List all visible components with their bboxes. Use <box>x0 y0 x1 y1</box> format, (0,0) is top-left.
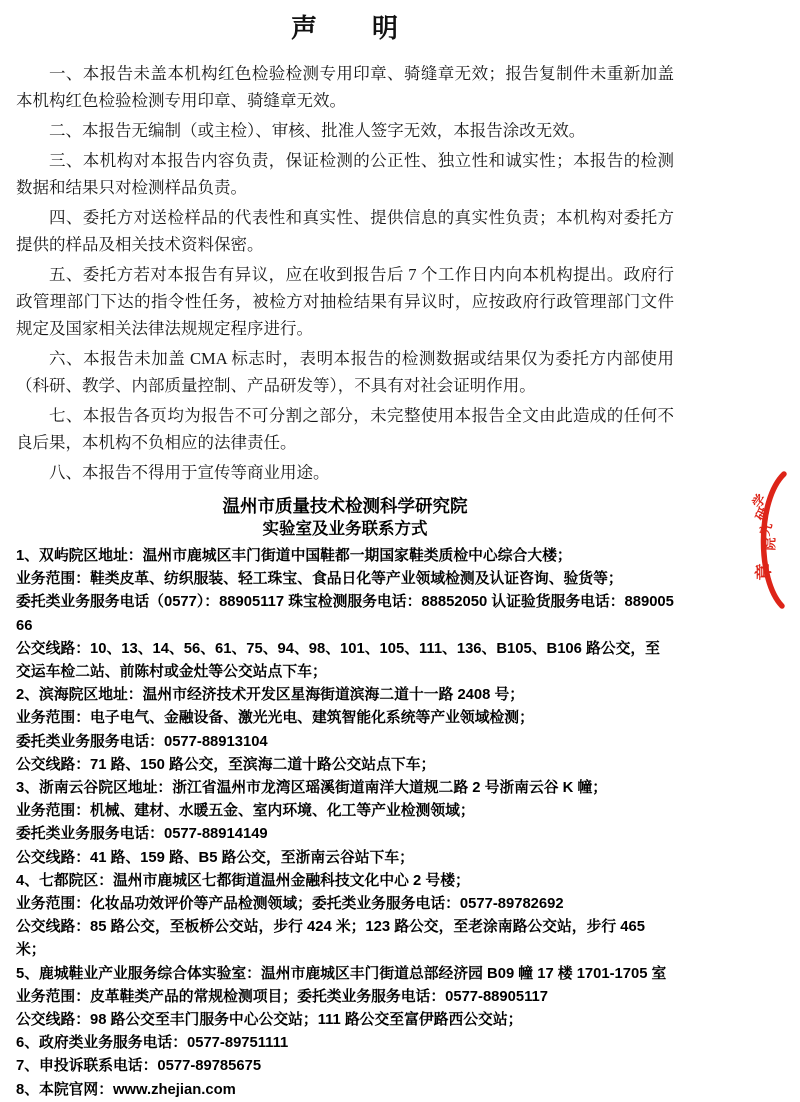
contact-line: 委托类业务服务电话：0577-88914149 <box>16 826 268 843</box>
statement-paragraph: 七、本报告各页均为报告不可分割之部分，未完整使用本报告全文由此造成的任何不良后果，本机构不负相应的法律责任。 <box>16 406 674 452</box>
statement-paragraph: 一、本报告未盖本机构红色检验检测专用印章、骑缝章无效；报告复制件未重新加盖本机构红色检验检测专用印章、骑缝章无效。 <box>16 64 674 110</box>
contact-line: 3、浙南云谷院区地址：浙江省温州市龙湾区瑶溪街道南洋大道规二路 2 号浙南云谷 K 幢； <box>16 780 608 797</box>
contact-line: 业务范围：机械、建材、水暖五金、室内环境、化工等产业检测领域； <box>16 803 475 820</box>
seal-char: 究 <box>757 520 775 538</box>
contact-line: 4、七都院区：温州市鹿城区七都街道温州金融科技文化中心 2 号楼； <box>16 872 470 889</box>
seal-char: 院 <box>762 537 778 551</box>
contact-info-list <box>16 545 674 1102</box>
contact-line: 5、鹿城鞋业产业服务综合体实验室：温州市鹿城区丰门街道总部经济园 B09 幢 17 楼 1701-1705 室 <box>16 965 667 982</box>
report-statement-page <box>16 12 674 1102</box>
organization-block <box>16 495 674 540</box>
statement-paragraph: 二、本报告无编制（或主检）、审核、批准人签字无效，本报告涂改无效。 <box>49 121 586 140</box>
seal-char: 研 <box>752 504 772 524</box>
contact-line: 公交线路：10、13、14、56、61、75、94、98、101、105、111、136、B105、B106 路公交，至交运车检二站、前陈村或金灶等公交站点下车； <box>16 640 660 681</box>
contact-line: 6、政府类业务服务电话：0577-89751111 <box>16 1035 289 1052</box>
statement-paragraph: 八、本报告不得用于宣传等商业用途。 <box>49 463 330 482</box>
contact-line: 7、申投诉联系电话：0577-89785675 <box>16 1058 262 1075</box>
contact-line: 委托类业务服务电话（0577）：88905117 珠宝检测服务电话：88852050 认证验货服务电话：88900566 <box>16 594 674 634</box>
contact-line: 公交线路：71 路、150 路公交，至滨海二道十路公交站点下车； <box>16 756 436 773</box>
organization-subtitle: 实验室及业务联系方式 <box>262 519 428 538</box>
statement-paragraph: 四、委托方对送检样品的代表性和真实性、提供信息的真实性负责；本机构对委托方提供的样品及相关技术资料保密。 <box>16 208 674 254</box>
contact-line: 业务范围：化妆品功效评价等产品检测领域；委托类业务服务电话：0577-89782692 <box>16 896 564 913</box>
contact-line: 公交线路：41 路、159 路、B5 路公交，至浙南云谷站下车； <box>16 849 414 866</box>
seal-char: 学 <box>749 491 769 511</box>
contact-line: 2、滨海院区地址：温州市经济技术开发区星海街道滨海二道十一路 2408 号； <box>16 687 525 704</box>
statement-paragraph: 三、本机构对本报告内容负责，保证检测的公正性、独立性和诚实性；本报告的检测数据和结果只对检测样品负责。 <box>16 151 674 197</box>
page-title: 声 明 <box>290 14 399 43</box>
contact-line: 1、双屿院区地址：温州市鹿城区丰门街道中国鞋都一期国家鞋类质检中心综合大楼； <box>16 548 572 564</box>
contact-line: 业务范围：鞋类皮革、纺织服装、轻工珠宝、食品日化等产业领域检测及认证咨询、验货等； <box>16 571 623 588</box>
contact-line: 业务范围：电子电气、金融设备、激光光电、建筑智能化系统等产业领域检测； <box>16 710 534 727</box>
contact-line: 8、本院官网：www.zhejian.com <box>16 1081 236 1098</box>
contact-line: 公交线路：98 路公交至丰门服务中心公交站；111 路公交至富伊路西公交站； <box>16 1012 523 1029</box>
statement-paragraph: 六、本报告未加盖 CMA 标志时，表明本报告的检测数据或结果仅为委托方内部使用（科研、教学、内部质量控制、产品研发等），不具有对社会证明作用。 <box>16 349 674 395</box>
organization-name: 温州市质量技术检测科学研究院 <box>222 496 468 516</box>
official-seal-partial-icon <box>735 460 800 620</box>
contact-line: 业务范围：皮革鞋类产品的常规检测项目；委托类业务服务电话：0577-88905117 <box>16 988 548 1005</box>
statement-paragraph: 五、委托方若对本报告有异议，应在收到报告后 7 个工作日内向本机构提出。政府行政管理部门下达的指令性任务，被检方对抽检结果有异议时，应按政府行政管理部门文件规定及国家相关法律法规规定程序进行。 <box>16 265 674 338</box>
statement-list <box>16 60 674 486</box>
contact-line: 公交线路：85 路公交，至板桥公交站，步行 424 米；123 路公交，至老涂南路公交站，步行 465 米； <box>16 919 645 959</box>
seal-border-arc <box>763 474 784 606</box>
contact-line: 委托类业务服务电话：0577-88913104 <box>16 733 268 750</box>
seal-char: 章 <box>754 563 774 581</box>
